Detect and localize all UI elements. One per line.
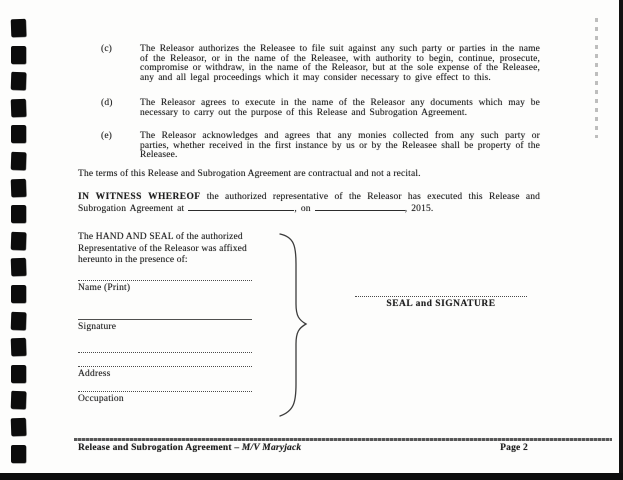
footer-title-text: Release and Subrogation Agreement – [78, 443, 242, 453]
seal-label: SEAL and SIGNATURE [386, 299, 496, 309]
name-label: Name (Print) [78, 283, 131, 293]
field-signature [78, 319, 252, 332]
date-blank-line [315, 203, 405, 211]
clause-c [101, 45, 540, 84]
footer-rule [74, 438, 612, 441]
place-blank-line [188, 203, 294, 211]
field-occupation [78, 391, 252, 404]
footer-page-number: Page 2 [500, 443, 528, 453]
scan-edge-bottom [0, 473, 623, 480]
footer [78, 443, 528, 453]
footer-title [78, 443, 301, 453]
clause-d [101, 99, 540, 118]
witness-text-1: the authorized representative of the Releasor has executed this Release and Subrogation Agreement at [78, 192, 541, 214]
scan-edge-right [619, 0, 623, 480]
clause-c-text: The Releasor authorizes the Releasee to file suit against any such party or parties in the name of the Releasor, or in the name of the Releasee, with authority to begin, continue, prosecute, compromise or withdraw, in the name of the Releasor, but at the sole expense of the Releasee, any and all legal proceedings which it may consider necessary to give effect to this. [140, 44, 540, 84]
field-name [78, 280, 252, 293]
clause-e-label: (e) [101, 131, 112, 141]
witness-text-3: , 2015. [404, 203, 434, 214]
field-address [78, 366, 252, 379]
signature-label: Signature [78, 322, 117, 332]
footer-vessel-name: M/V Maryjack [241, 443, 302, 453]
clause-e [101, 132, 540, 161]
scan-noise [595, 18, 598, 138]
address-label: Address [78, 369, 111, 379]
clause-c-label: (c) [101, 44, 112, 54]
address-extra-label [78, 353, 252, 355]
clause-e-text: The Releasor acknowledges and agrees that any monies collected from any such party or parties, whether received in the first instance by us or by the Releasee shall be property of the Releasee. [140, 131, 540, 161]
seal-block [355, 296, 527, 309]
curly-brace [274, 230, 310, 420]
clause-d-label: (d) [101, 98, 113, 108]
occupation-label: Occupation [78, 394, 124, 404]
witness-text-2: , on [294, 203, 315, 214]
witness-paragraph [78, 192, 540, 214]
field-address-extra [78, 352, 252, 355]
terms-sentence: The terms of this Release and Subrogation Agreement are contractual and not a recital. [78, 169, 421, 179]
witness-lead: IN WITNESS WHEREOF [78, 192, 201, 202]
clause-d-text: The Releasor agrees to execute in the name of the Releasor any documents which may be necessary to carry out the purpose of this Release and Subrogation Agreement. [140, 98, 540, 118]
attestation-intro: The HAND AND SEAL of the authorized Representative of the Releasor was affixed hereunto in the presence of: [78, 232, 247, 265]
